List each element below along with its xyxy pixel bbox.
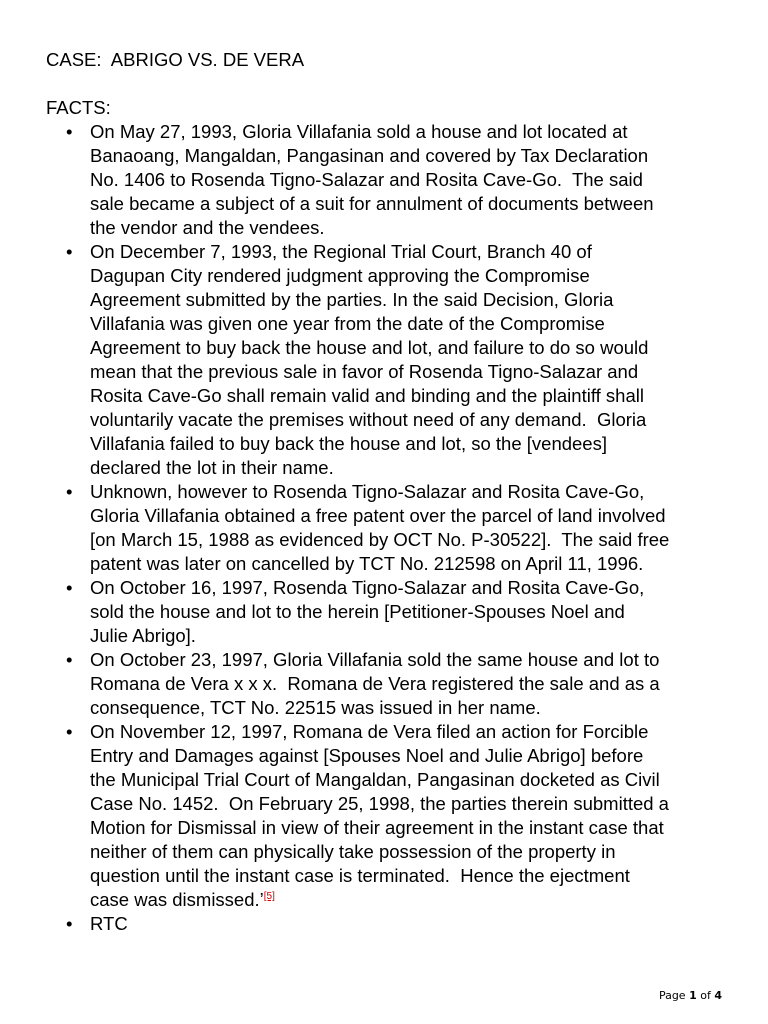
fact-line-text: Romana de Vera x x x. Romana de Vera registered the sale and as a — [90, 673, 660, 694]
fact-line — [90, 528, 728, 552]
fact-line — [90, 480, 728, 504]
bullet-icon: • — [66, 241, 73, 262]
fact-line-text: On December 7, 1993, the Regional Trial Court, Branch 40 of — [90, 241, 592, 262]
bullet-icon: • — [66, 721, 73, 742]
fact-line-text: patent was later on cancelled by TCT No. 212598 on April 11, 1996. — [90, 553, 644, 574]
fact-line — [90, 840, 728, 864]
fact-line — [90, 864, 728, 888]
fact-line — [90, 408, 728, 432]
fact-line-text: Agreement submitted by the parties. In the said Decision, Gloria — [90, 289, 614, 310]
fact-line — [90, 336, 728, 360]
fact-line — [90, 240, 728, 264]
fact-line — [90, 624, 728, 648]
fact-line — [90, 192, 728, 216]
fact-line-text: Julie Abrigo]. — [90, 625, 196, 646]
bullet-icon: • — [66, 481, 73, 502]
fact-line-text: On November 12, 1997, Romana de Vera filed an action for Forcible — [90, 721, 649, 742]
fact-line-text: the vendor and the vendees. — [90, 217, 325, 238]
fact-line — [90, 504, 728, 528]
fact-line — [90, 816, 728, 840]
fact-line-text: On October 23, 1997, Gloria Villafania sold the same house and lot to — [90, 649, 660, 670]
fact-line — [90, 264, 728, 288]
fact-item — [0, 240, 768, 480]
fact-line-text: neither of them can physically take possession of the property in — [90, 841, 616, 862]
case-title: CASE: ABRIGO VS. DE VERA — [46, 49, 305, 70]
fact-line — [90, 696, 728, 720]
bullet-icon: • — [66, 649, 73, 670]
bullet-icon: • — [66, 577, 73, 598]
current-page: 1 — [689, 989, 697, 1002]
fact-line-text: On May 27, 1993, Gloria Villafania sold a house and lot located at — [90, 121, 628, 142]
fact-line-text: Villafania was given one year from the date of the Compromise — [90, 313, 605, 334]
page-number — [659, 989, 722, 1003]
fact-line-text: Dagupan City rendered judgment approving the Compromise — [90, 265, 590, 286]
fact-item — [0, 720, 768, 912]
fact-line-text: Case No. 1452. On February 25, 1998, the parties therein submitted a — [90, 793, 669, 814]
fact-line-text: Entry and Damages against [Spouses Noel and Julie Abrigo] before — [90, 745, 644, 766]
fact-line — [90, 768, 728, 792]
fact-line-text: Rosita Cave-Go shall remain valid and binding and the plaintiff shall — [90, 385, 644, 406]
fact-item — [0, 120, 768, 240]
fact-line-text: Villafania failed to buy back the house and lot, so the [vendees] — [90, 433, 607, 454]
fact-line-text: [on March 15, 1988 as evidenced by OCT No. P-30522]. The said free — [90, 529, 670, 550]
fact-line — [90, 912, 728, 936]
fact-line-text: question until the instant case is terminated. Hence the ejectment — [90, 865, 630, 886]
fact-line — [90, 720, 728, 744]
fact-line — [90, 576, 728, 600]
fact-item — [0, 480, 768, 576]
fact-line-text: declared the lot in their name. — [90, 457, 334, 478]
fact-line-text: RTC — [90, 913, 128, 934]
fact-line — [90, 648, 728, 672]
of-label: of — [700, 989, 711, 1002]
fact-line — [90, 360, 728, 384]
fact-line-text: mean that the previous sale in favor of Rosenda Tigno-Salazar and — [90, 361, 639, 382]
fact-line — [90, 120, 728, 144]
fact-line — [90, 168, 728, 192]
fact-line — [90, 432, 728, 456]
fact-line-text: Unknown, however to Rosenda Tigno-Salazar and Rosita Cave-Go, — [90, 481, 645, 502]
fact-line-text: voluntarily vacate the premises without need of any demand. Gloria — [90, 409, 647, 430]
fact-line — [90, 288, 728, 312]
fact-item — [0, 576, 768, 648]
total-pages: 4 — [714, 989, 722, 1002]
fact-item — [0, 648, 768, 720]
fact-line — [90, 216, 728, 240]
footnote-link[interactable]: [5] — [263, 890, 275, 902]
facts-list — [0, 120, 768, 936]
fact-line — [90, 456, 728, 480]
fact-line-text: Gloria Villafania obtained a free patent over the parcel of land involved — [90, 505, 666, 526]
fact-line-text: consequence, TCT No. 22515 was issued in her name. — [90, 697, 541, 718]
fact-line-text: On October 16, 1997, Rosenda Tigno-Salazar and Rosita Cave-Go, — [90, 577, 645, 598]
fact-line — [90, 888, 728, 912]
fact-line-text: sale became a subject of a suit for annulment of documents between — [90, 193, 654, 214]
fact-line — [90, 600, 728, 624]
fact-line-text: case was dismissed.’ — [90, 889, 264, 910]
page-label: Page — [658, 989, 686, 1002]
fact-line-text: No. 1406 to Rosenda Tigno-Salazar and Rosita Cave-Go. The said — [90, 169, 643, 190]
fact-line-text: Motion for Dismissal in view of their agreement in the instant case that — [90, 817, 664, 838]
facts-heading: FACTS: — [46, 97, 111, 118]
fact-item — [0, 912, 768, 936]
fact-line-text: Banaoang, Mangaldan, Pangasinan and covered by Tax Declaration — [90, 145, 649, 166]
bullet-icon: • — [66, 913, 73, 934]
bullet-icon: • — [66, 121, 73, 142]
fact-line — [90, 144, 728, 168]
fact-line — [90, 672, 728, 696]
fact-line — [90, 792, 728, 816]
fact-line — [90, 384, 728, 408]
fact-line — [90, 744, 728, 768]
fact-line — [90, 552, 728, 576]
fact-line-text: sold the house and lot to the herein [Petitioner-Spouses Noel and — [90, 601, 625, 622]
fact-line-text: the Municipal Trial Court of Mangaldan, Pangasinan docketed as Civil — [90, 769, 660, 790]
fact-line — [90, 312, 728, 336]
fact-line-text: Agreement to buy back the house and lot, and failure to do so would — [90, 337, 649, 358]
